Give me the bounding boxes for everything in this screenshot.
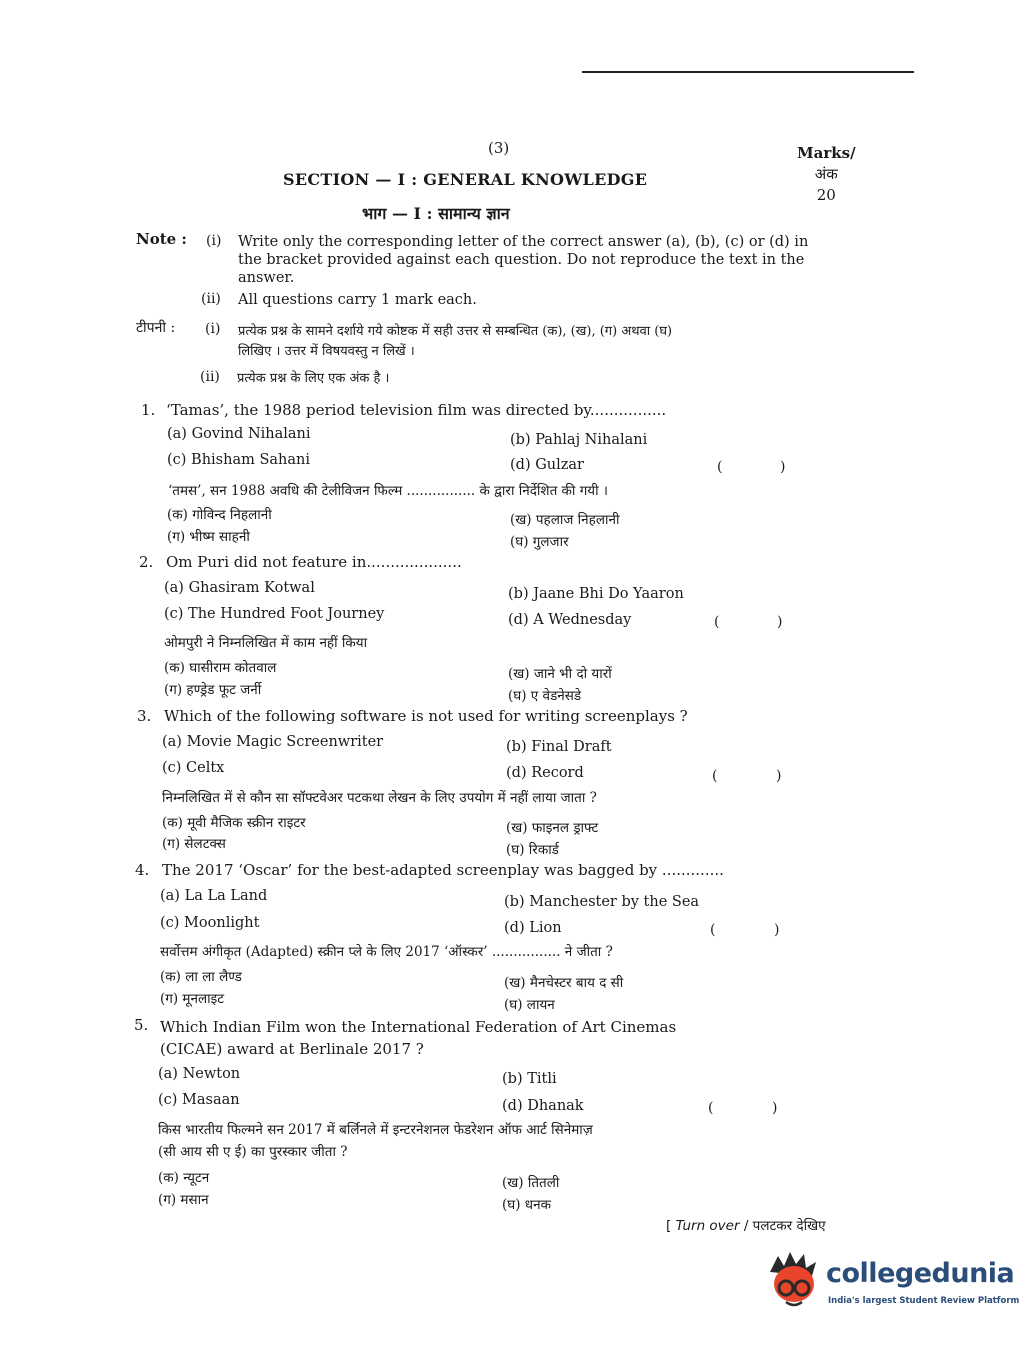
- option-kha: (ख) मैनचेस्टर बाय द सी: [504, 975, 624, 991]
- option-gha: (घ) लायन: [504, 997, 555, 1013]
- marks-value: 20: [816, 186, 836, 204]
- note-hindi-line: प्रत्येक प्रश्न के सामने दर्शाये गये कोष्टक में सही उत्तर से सम्बन्धित (क), (ख), (ग) अथवा (घ): [238, 324, 673, 339]
- section-title-hindi: भाग — I : सामान्य ज्ञान: [362, 204, 510, 223]
- note-hindi-item-text: [238, 322, 672, 362]
- turn-over-note: [666, 1216, 826, 1234]
- note-hindi-label: टीपनी :: [136, 320, 176, 336]
- top-rule: [582, 71, 914, 73]
- turn-over-hindi: पलटकर देखिए: [752, 1218, 826, 1234]
- turn-over-en: Turn over: [675, 1218, 740, 1234]
- question-number: 5.: [134, 1016, 149, 1034]
- option-ka: (क) गोविन्द निहलानी: [167, 507, 272, 523]
- answer-bracket-open: (: [717, 459, 723, 475]
- option-gha: (घ) ए वेडनेसडे: [508, 688, 582, 704]
- option-d: (d) Gulzar: [510, 457, 584, 473]
- question-number: 1.: [141, 401, 156, 419]
- question-text-hindi: [158, 1119, 593, 1163]
- option-a: (a) Newton: [158, 1066, 241, 1082]
- option-ga: (ग) मसान: [158, 1192, 209, 1208]
- answer-bracket-close: ): [776, 768, 782, 784]
- question-text-line: (CICAE) award at Berlinale 2017 ?: [160, 1040, 424, 1058]
- note-line: answer.: [238, 270, 295, 286]
- option-c: (c) Celtx: [162, 760, 225, 776]
- note-line: the bracket provided against each question. Do not reproduce the text in the: [238, 252, 805, 268]
- option-ka: (क) न्यूटन: [158, 1170, 210, 1186]
- option-c: (c) Masaan: [158, 1092, 240, 1108]
- question-text-hindi: ‘तमस’, सन 1988 अवधि की टेलीविजन फिल्म ................ के द्वारा निर्देशित की गयी ।: [168, 483, 609, 499]
- brand-name: collegedunia: [826, 1258, 1015, 1289]
- option-c: (c) Moonlight: [160, 915, 260, 931]
- note-item-text: All questions carry 1 mark each.: [238, 292, 477, 308]
- option-a: (a) Movie Magic Screenwriter: [162, 734, 384, 750]
- page-number: (3): [488, 139, 510, 157]
- option-kha: (ख) फाइनल ड्राफ्ट: [506, 820, 599, 836]
- option-b: (b) Jaane Bhi Do Yaaron: [508, 586, 684, 602]
- question-text: The 2017 ‘Oscar’ for the best-adapted screenplay was bagged by .............: [162, 861, 724, 879]
- option-gha: (घ) गुलजार: [510, 534, 569, 550]
- question-text: Which of the following software is not used for writing screenplays ?: [164, 707, 688, 725]
- question-text: Om Puri did not feature in....................: [166, 553, 462, 571]
- answer-bracket-open: (: [708, 1100, 714, 1116]
- option-ga: (ग) सेलटक्स: [162, 836, 226, 852]
- marks-label: Marks/: [797, 144, 856, 162]
- answer-bracket-close: ): [777, 614, 783, 630]
- answer-bracket-open: (: [714, 614, 720, 630]
- option-d: (d) Lion: [504, 920, 562, 936]
- question-number: 2.: [139, 553, 154, 571]
- note-hindi-item-num: (ii): [200, 369, 220, 385]
- note-hindi-item-text: प्रत्येक प्रश्न के लिए एक अंक है ।: [237, 371, 390, 386]
- turn-over-bracket: [: [666, 1218, 672, 1234]
- answer-bracket-close: ): [774, 922, 780, 938]
- note-item-num: (i): [206, 233, 222, 249]
- option-b: (b) Titli: [502, 1071, 557, 1087]
- note-hindi-item-num: (i): [205, 321, 221, 337]
- option-b: (b) Final Draft: [506, 739, 612, 755]
- option-a: (a) Ghasiram Kotwal: [164, 580, 315, 596]
- note-item-num: (ii): [201, 291, 221, 307]
- note-label: Note :: [136, 230, 187, 248]
- answer-bracket-close: ): [780, 459, 786, 475]
- option-b: (b) Pahlaj Nihalani: [510, 432, 648, 448]
- option-d: (d) Record: [506, 765, 584, 781]
- option-b: (b) Manchester by the Sea: [504, 894, 700, 910]
- option-ka: (क) ला ला लैण्ड: [160, 969, 242, 985]
- question-text: ‘Tamas’, the 1988 period television film was directed by................: [166, 401, 667, 419]
- option-ga: (ग) भीष्म साहनी: [167, 529, 250, 545]
- student-mascot-icon: [764, 1250, 824, 1314]
- option-kha: (ख) तितली: [502, 1175, 560, 1191]
- option-d: (d) Dhanak: [502, 1098, 584, 1114]
- brand-tagline: India's largest Student Review Platform: [828, 1296, 1020, 1306]
- question-text-line: Which Indian Film won the International Federation of Art Cinemas: [160, 1018, 677, 1036]
- marks-header: [797, 143, 856, 206]
- option-d: (d) A Wednesday: [508, 612, 632, 628]
- option-ka: (क) घासीराम कोतवाल: [164, 660, 277, 676]
- option-gha: (घ) धनक: [502, 1197, 551, 1213]
- answer-bracket-open: (: [710, 922, 716, 938]
- question-number: 3.: [137, 707, 152, 725]
- answer-bracket-close: ): [772, 1100, 778, 1116]
- option-gha: (घ) रिकार्ड: [506, 842, 559, 858]
- option-kha: (ख) पहलाज निहलानी: [510, 512, 620, 528]
- option-a: (a) Govind Nihalani: [167, 426, 311, 442]
- question-text-hindi: निम्नलिखित में से कौन सा सॉफ्टवेअर पटकथा लेखन के लिए उपयोग में नहीं लाया जाता ?: [162, 790, 597, 806]
- question-text-hindi-line: किस भारतीय फिल्मने सन 2017 में बर्लिनले में इन्टरनेशनल फेडरेशन ऑफ आर्ट सिनेमाज़: [158, 1122, 593, 1138]
- option-c: (c) The Hundred Foot Journey: [164, 606, 385, 622]
- option-kha: (ख) जाने भी दो यारों: [508, 666, 612, 682]
- option-ka: (क) मूवी मैजिक स्क्रीन राइटर: [162, 815, 306, 831]
- answer-bracket-open: (: [712, 768, 718, 784]
- note-hindi-line: लिखिए । उत्तर में विषयवस्तु न लिखें ।: [238, 344, 415, 359]
- option-ga: (ग) मूनलाइट: [160, 991, 225, 1007]
- option-c: (c) Bhisham Sahani: [167, 452, 310, 468]
- note-item-text: [238, 233, 808, 287]
- question-text: [160, 1016, 676, 1060]
- marks-label-hindi: अंक: [814, 165, 838, 183]
- option-a: (a) La La Land: [160, 888, 268, 904]
- section-title: SECTION — I : GENERAL KNOWLEDGE: [283, 170, 648, 189]
- question-number: 4.: [135, 861, 150, 879]
- note-line: Write only the corresponding letter of the correct answer (a), (b), (c) or (d) in: [238, 234, 809, 250]
- turn-over-separator: /: [739, 1218, 753, 1234]
- question-text-hindi: सर्वोत्तम अंगीकृत (Adapted) स्क्रीन प्ले के लिए 2017 ‘ऑस्कर’ ................ ने जीता ?: [160, 944, 613, 960]
- question-text-hindi: ओमपुरी ने निम्नलिखित में काम नहीं किया: [164, 635, 368, 651]
- option-ga: (ग) हण्ड्रेड फूट जर्नी: [164, 682, 262, 698]
- question-text-hindi-line: (सी आय सी ए ई) का पुरस्कार जीता ?: [158, 1144, 348, 1160]
